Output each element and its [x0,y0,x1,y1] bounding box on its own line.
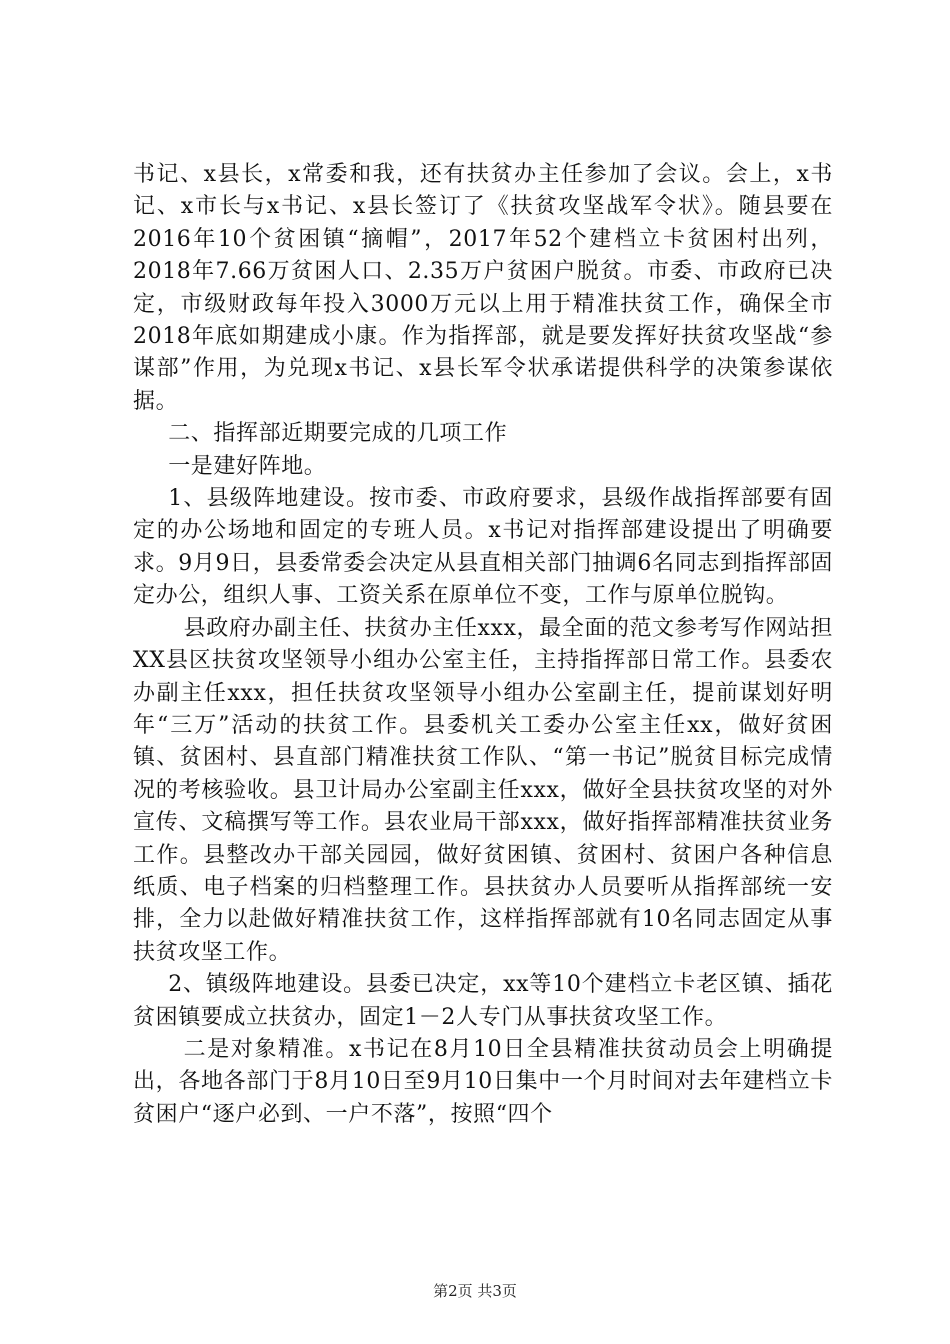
paragraph-staff-assignments: 县政府办副主任、扶贫办主任xxx，最全面的范文参考写作网站担XX县区扶贫攻坚领导小组办公室主任，主持指挥部日常工作。县委农办副主任xxx，担任扶贫攻坚领导小组办公室副主任，提前谋划好明年“三万”活动的扶贫工作。县委机关工委办公室主任xx，做好贫困镇、贫困村、县直部门精准扶贫工作队、“第一书记”脱贫目标完成情况的考核验收。县卫计局办公室副主任xxx，做好全县扶贫攻坚的对外宣传、文稿撰写等工作。县农业局干部xxx，做好指挥部精准扶贫业务工作。县整改办干部关园园，做好贫困镇、贫困村、贫困户各种信息纸质、电子档案的归档整理工作。县扶贫办人员要听从指挥部统一安排，全力以赴做好精准扶贫工作，这样指挥部就有10名同志固定从事扶贫攻坚工作。 [133,615,833,965]
subheading-build-position: 一是建好阵地。 [168,453,327,479]
heading-section-two: 二、指挥部近期要完成的几项工作 [168,421,508,447]
page-footer [0,1280,950,1301]
paragraph-town-position: 2、镇级阵地建设。县委已决定，xx等10个建档立卡老区镇、插花贫困镇要成立扶贫办，固定1－2人专门从事扶贫攻坚工作。 [133,972,833,1030]
document-body [133,159,833,1131]
page-number: 第2页 共3页 [433,1282,517,1300]
paragraph-precise-targeting: 二是对象精准。x书记在8月10日全县精准扶贫动员会上明确提出，各地各部门于8月10日至9月10日集中一个月时间对去年建档立卡贫困户“逐户必到、一户不落”，按照“四个 [133,1036,833,1127]
paragraph-county-position: 1、县级阵地建设。按市委、市政府要求，县级作战指挥部要有固定的办公场地和固定的专班人员。x书记对指挥部建设提出了明确要求。9月9日，县委常委会决定从县直相关部门抽调6名同志到指挥部固定办公，组织人事、工资关系在原单位不变，工作与原单位脱钩。 [133,486,833,609]
paragraph-meeting-summary: 书记、x县长，x常委和我，还有扶贫办主任参加了会议。会上，x书记、x市长与x书记、x县长签订了《扶贫攻坚战军令状》。随县要在2016年10个贫困镇“摘帽”，2017年52个建档立卡贫困村出列，2018年7.66万贫困人口、2.35万户贫困户脱贫。市委、市政府已决定，市级财政每年投入3000万元以上用于精准扶贫工作，确保全市2018年底如期建成小康。作为指挥部，就是要发挥好扶贫攻坚战“参谋部”作用，为兑现x书记、x县长军令状承诺提供科学的决策参谋依据。 [133,162,833,414]
